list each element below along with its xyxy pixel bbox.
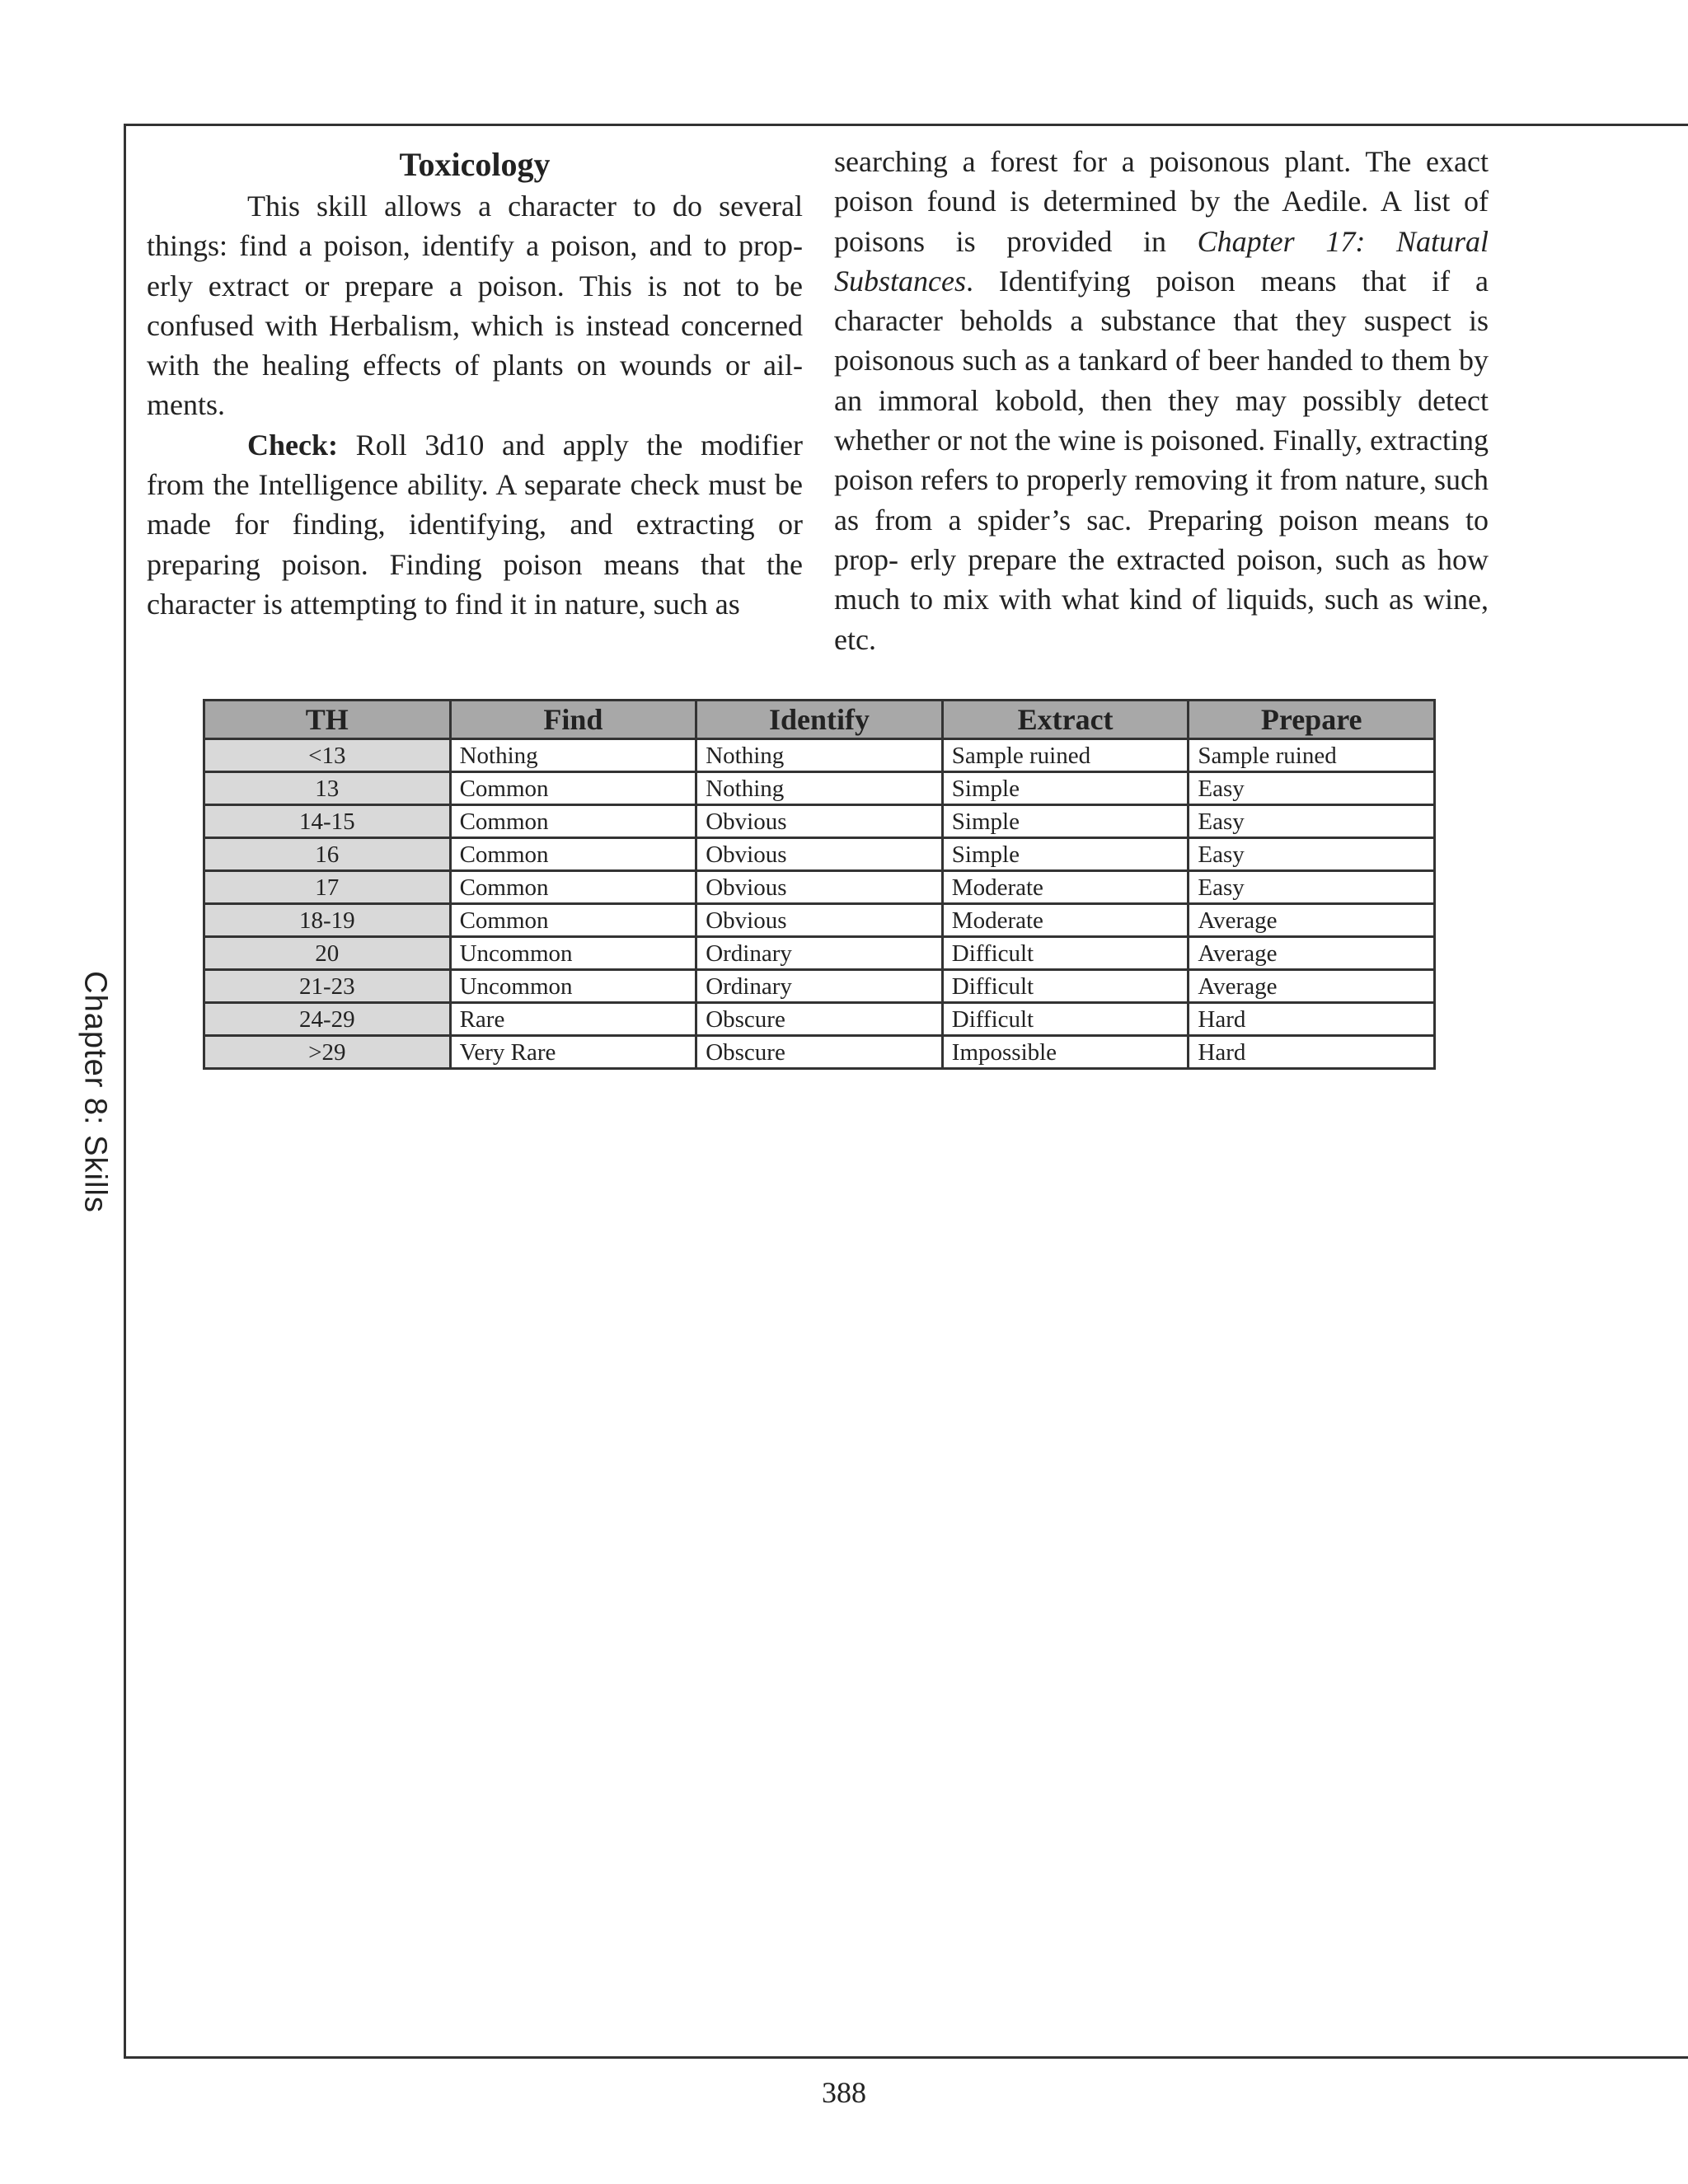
identify-cell: Ordinary [696,970,943,1003]
table-row [204,739,1435,772]
intro-line: confused with Herbalism, which is instead concerned [147,308,803,342]
find-cell: Common [450,871,696,904]
identify-cell: Obvious [696,838,943,871]
extract-cell: Moderate [942,904,1189,937]
prepare-cell: Average [1189,970,1435,1003]
table-row [204,838,1435,871]
find-cell: Common [450,805,696,838]
intro-line: with the healing effects of plants on wounds or ail- [147,349,803,382]
intro-line: erly extract or prepare a poison. This is not to be [147,269,803,302]
body-line: poisons is provided in [834,224,1198,258]
table-header-row [204,701,1435,739]
identify-cell: Obvious [696,904,943,937]
find-cell: Common [450,904,696,937]
table-row [204,1036,1435,1069]
intro-line: ments. [147,388,225,422]
th-cell: 14-15 [204,805,451,838]
th-cell: 24-29 [204,1003,451,1036]
body-line: searching a forest for a poisonous plant. The exact [834,145,1489,178]
body-line: a substance that they suspect is poisonous such as a [834,304,1489,377]
table-row [204,805,1435,838]
column-header-find: Find [450,701,696,739]
table-row [204,970,1435,1003]
find-cell: Very Rare [450,1036,696,1069]
column-header-th: TH [204,701,451,739]
find-cell: Uncommon [450,937,696,970]
left-text-column [147,142,803,624]
body-line: to mix with what kind of liquids, such as wine, etc. [834,583,1489,656]
section-heading: Toxicology [399,146,551,183]
find-cell: Rare [450,1003,696,1036]
identify-cell: Obscure [696,1036,943,1069]
th-cell: 18-19 [204,904,451,937]
check-runin-label: Check: [247,428,338,462]
extract-cell: Difficult [942,970,1189,1003]
identify-cell: Nothing [696,772,943,805]
identify-cell: Ordinary [696,937,943,970]
check-line: preparing poison. Finding poison means that the [147,547,803,581]
extract-cell: Simple [942,772,1189,805]
check-line: from the Intelligence ability. A separate check must [147,468,767,502]
column-header-prepare: Prepare [1189,701,1435,739]
extract-cell: Simple [942,838,1189,871]
identify-cell: Obvious [696,805,943,838]
extract-cell: Moderate [942,871,1189,904]
page-number: 388 [822,2076,866,2109]
table-row [204,1003,1435,1036]
table-row [204,772,1435,805]
th-cell: 13 [204,772,451,805]
table-row [204,937,1435,970]
find-cell: Common [450,838,696,871]
page-frame-top-rule [124,124,1688,126]
column-header-extract: Extract [942,701,1189,739]
body-line: refers to properly removing it from nature, such as [834,463,1489,537]
table-row [204,871,1435,904]
identify-cell: Obvious [696,871,943,904]
find-cell: Uncommon [450,970,696,1003]
check-line: be made for finding, identifying, and extracting or [147,468,804,541]
prepare-cell: Hard [1189,1036,1435,1069]
find-cell: Common [450,772,696,805]
body-line: from a spider’s sac. Preparing poison means to prop- [834,503,1489,576]
prepare-cell: Easy [1189,871,1435,904]
prepare-cell: Easy [1189,805,1435,838]
extract-cell: Simple [942,805,1189,838]
body-line: Identifying poison means that if a character beholds [834,264,1489,338]
extract-cell: Impossible [942,1036,1189,1069]
prepare-cell: Sample ruined [1189,739,1435,772]
check-line-first: Roll 3d10 and apply the modifier [338,428,803,462]
prepare-cell: Hard [1189,1003,1435,1036]
th-cell: 17 [204,871,451,904]
extract-cell: Sample ruined [942,739,1189,772]
th-cell: 16 [204,838,451,871]
check-paragraph [147,425,803,624]
chapter-side-label: Chapter 8: Skills [77,971,113,1213]
chapter-reference: Chapter 17: Natural Substances [834,224,1489,298]
prepare-cell: Average [1189,937,1435,970]
prepare-cell: Average [1189,904,1435,937]
continued-paragraph [834,142,1489,659]
toxicology-table [203,699,1436,1070]
extract-cell: Difficult [942,937,1189,970]
identify-cell: Nothing [696,739,943,772]
extract-cell: Difficult [942,1003,1189,1036]
table-row [204,904,1435,937]
th-cell: 21-23 [204,970,451,1003]
check-line: character is attempting to find it in nature, such as [147,587,740,621]
page-frame-left-rule [124,124,126,2059]
th-cell: >29 [204,1036,451,1069]
th-cell: <13 [204,739,451,772]
body-line: kobold, then they may possibly detect whether or [834,383,1489,457]
find-cell: Nothing [450,739,696,772]
prepare-cell: Easy [1189,772,1435,805]
prepare-cell: Easy [1189,838,1435,871]
body-line: . [965,264,973,298]
page-frame-bottom-rule [124,2056,1688,2059]
body-line: not the wine is poisoned. Finally, extracting poison [834,424,1489,497]
th-cell: 20 [204,937,451,970]
body-line: erly prepare the extracted poison, such as how much [834,542,1489,616]
body-line: tankard of beer handed to them by an immoral [834,344,1489,417]
intro-paragraph [147,186,803,425]
identify-cell: Obscure [696,1003,943,1036]
body-line: poison found is determined by the Aedile. A list of [834,185,1489,218]
column-header-identify: Identify [696,701,943,739]
intro-line: things: find a poison, identify a poison, and to prop- [147,229,803,263]
right-text-column [834,142,1489,659]
intro-line-first: This skill allows a character to do several [247,190,803,223]
